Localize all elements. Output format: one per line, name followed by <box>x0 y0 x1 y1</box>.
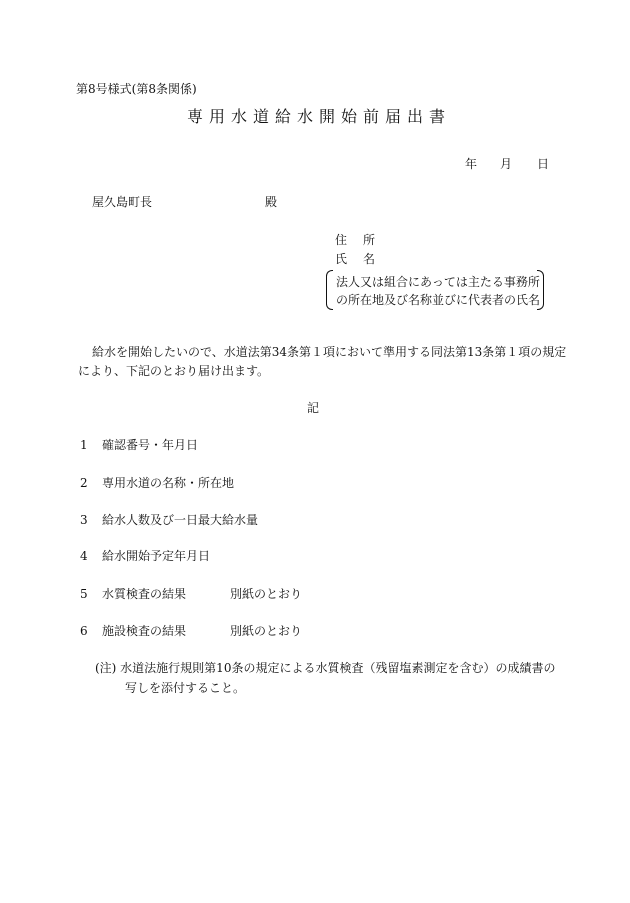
item-number: 2 <box>80 476 88 490</box>
date-day-label: 日 <box>537 157 550 171</box>
form-number: 第8号様式(第8条関係) <box>76 82 197 96</box>
applicant-note-bracket <box>326 270 544 310</box>
footnote-line2: 写しを添付すること。 <box>125 681 246 695</box>
list-item <box>80 436 198 453</box>
footnote-line1: (注) 水道法施行規則第10条の規定による水質検査（残留塩素測定を含む）の成績書の <box>95 661 556 675</box>
item-label: 給水人数及び一日最大給水量 <box>102 513 259 527</box>
ki-heading: 記 <box>307 401 320 415</box>
list-item <box>80 511 258 528</box>
name-label: 氏名 <box>335 252 392 266</box>
date-month-label: 月 <box>500 157 513 171</box>
item-label: 確認番号・年月日 <box>102 438 199 452</box>
list-item <box>80 622 186 639</box>
item-label: 専用水道の名称・所在地 <box>102 476 235 490</box>
item-number: 4 <box>80 549 88 563</box>
body-text-line2: により、下記のとおり届け出ます。 <box>78 364 270 378</box>
list-item <box>80 474 234 491</box>
applicant-note-line2: の所在地及び名称並びに代表者の氏名 <box>336 293 541 307</box>
item-value-water-quality: 別紙のとおり <box>230 587 303 601</box>
item-number: 5 <box>80 587 88 601</box>
body-text-line1: 給水を開始したいので、水道法第34条第１項において準用する同法第13条第１項の規定 <box>92 345 567 359</box>
item-label: 水質検査の結果 <box>102 587 187 601</box>
item-label: 給水開始予定年月日 <box>102 549 211 563</box>
item-number: 6 <box>80 624 88 638</box>
document-title: 専用水道給水開始前届出書 <box>187 107 452 126</box>
item-number: 1 <box>80 438 88 452</box>
date-year-label: 年 <box>465 157 478 171</box>
addressee: 屋久島町長 <box>92 195 153 209</box>
item-label: 施設検査の結果 <box>102 624 187 638</box>
item-number: 3 <box>80 513 88 527</box>
honorific: 殿 <box>265 195 278 209</box>
list-item <box>80 547 210 564</box>
applicant-note-line1: 法人又は組合にあっては主たる事務所 <box>336 275 540 289</box>
list-item <box>80 585 186 602</box>
address-label: 住所 <box>335 233 392 247</box>
item-value-facility-inspection: 別紙のとおり <box>230 624 303 638</box>
